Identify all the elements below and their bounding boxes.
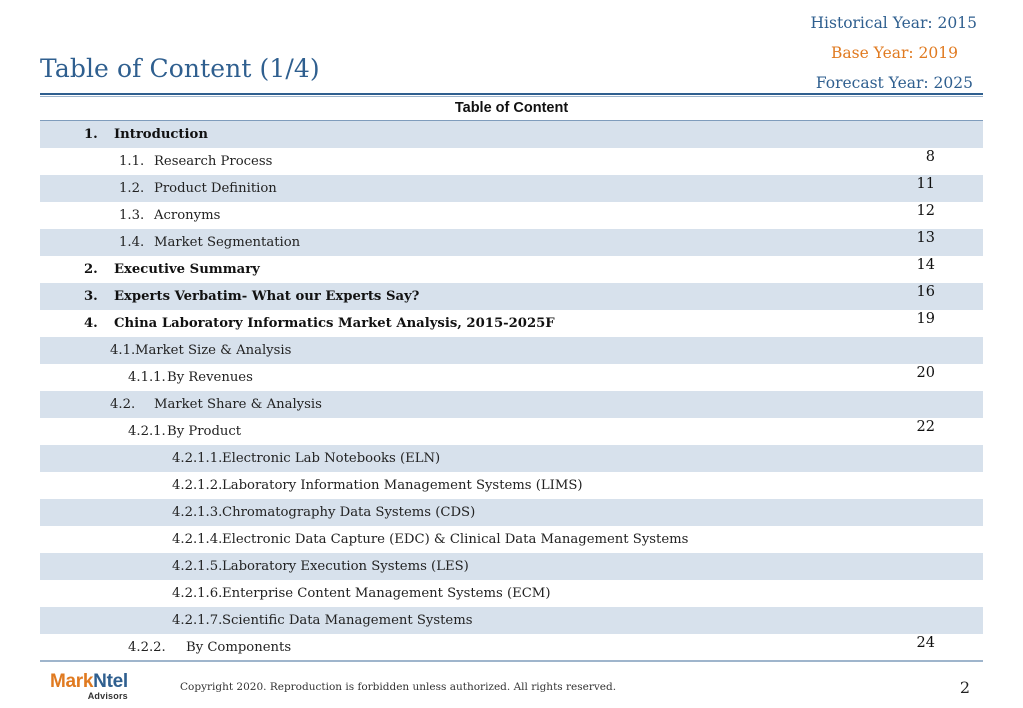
toc-row-number: 4.2.2. (128, 640, 166, 655)
toc-row-label: Introduction (114, 127, 208, 142)
toc-row-label: Electronic Data Capture (EDC) & Clinical Data Management Systems (222, 532, 689, 547)
forecast-year: Forecast Year: 2025 (815, 74, 973, 92)
toc-row-label: By Product (167, 424, 242, 439)
toc-row-number: 1.4. (119, 235, 145, 250)
title-divider (40, 93, 983, 95)
toc-row (40, 121, 983, 148)
toc-row-number: 4.1. (110, 343, 136, 358)
toc-table (40, 121, 983, 661)
toc-row-number: 4.2.1.3. (172, 505, 223, 520)
toc-row-page: 24 (916, 635, 935, 651)
toc-row (40, 256, 983, 283)
toc-row-number: 1.3. (119, 208, 145, 223)
toc-row-number: 4.1.1. (128, 370, 166, 385)
toc-row (40, 445, 983, 472)
toc-row-number: 1. (84, 127, 98, 142)
toc-row-label: Enterprise Content Management Systems (ECM) (222, 586, 551, 601)
toc-row-label: Electronic Lab Notebooks (ELN) (222, 451, 441, 466)
toc-row (40, 499, 983, 526)
year-info (807, 8, 977, 98)
toc-row-page: 20 (916, 365, 935, 381)
toc-row (40, 283, 983, 310)
toc-row-label: Chromatography Data Systems (CDS) (222, 505, 476, 520)
toc-row-label: China Laboratory Informatics Market Analysis, 2015-2025F (114, 316, 555, 331)
base-year: Base Year: 2019 (831, 44, 958, 62)
toc-row-number: 4.2.1.5. (172, 559, 223, 574)
toc-row-label: Scientific Data Management Systems (222, 613, 473, 628)
toc-row-number: 4.2.1.4. (172, 532, 223, 547)
toc-row-label: Research Process (154, 154, 273, 169)
toc-row-label: Acronyms (154, 208, 221, 223)
toc-row-number: 4. (84, 316, 98, 331)
toc-row-number: 1.2. (119, 181, 145, 196)
toc-row (40, 364, 983, 391)
toc-row (40, 229, 983, 256)
toc-row (40, 580, 983, 607)
toc-row-page: 12 (916, 203, 935, 219)
toc-row-number: 3. (84, 289, 98, 304)
toc-row (40, 418, 983, 445)
logo-sub: Advisors (87, 691, 128, 701)
toc-row-number: 4.2.1.2. (172, 478, 223, 493)
toc-row-page: 16 (916, 284, 935, 300)
toc-row-label: Market Share & Analysis (154, 397, 322, 412)
historical-year: Historical Year: 2015 (810, 14, 977, 32)
toc-row-label: Laboratory Execution Systems (LES) (222, 559, 469, 574)
toc-row-label: Laboratory Information Management Systems (LIMS) (222, 478, 583, 493)
toc-row-number: 4.2.1.6. (172, 586, 223, 601)
toc-row (40, 202, 983, 229)
toc-row (40, 526, 983, 553)
toc-row-page: 19 (916, 311, 935, 327)
toc-row (40, 634, 983, 661)
toc-row-number: 1.1. (119, 154, 145, 169)
page-title: Table of Content (1/4) (40, 54, 320, 83)
toc-header: Table of Content (40, 97, 983, 121)
toc-row-page: 11 (916, 176, 935, 192)
toc-row-label: Product Definition (154, 181, 277, 196)
copyright-text: Copyright 2020. Reproduction is forbidden unless authorized. All rights reserved. (180, 681, 617, 693)
toc-row-page: 22 (916, 419, 935, 435)
toc-row-label: Market Size & Analysis (135, 343, 292, 358)
logo-mark-ntel: Ntel (93, 671, 128, 692)
toc-row-number: 4.2.1.7. (172, 613, 223, 628)
toc-row-page: 14 (916, 257, 935, 273)
toc-row-number: 4.2.1.1. (172, 451, 223, 466)
toc-row-number: 2. (84, 262, 98, 277)
toc-row (40, 310, 983, 337)
toc-row-number: 4.2.1. (128, 424, 166, 439)
logo-mark: Mark (50, 671, 94, 692)
toc-row (40, 148, 983, 175)
toc-row-page: 13 (916, 230, 935, 246)
toc-row-label: Executive Summary (114, 262, 260, 277)
toc-row (40, 553, 983, 580)
toc-row (40, 175, 983, 202)
footer-divider (40, 660, 983, 662)
toc-row (40, 391, 983, 418)
toc-row (40, 472, 983, 499)
toc-row (40, 337, 983, 364)
toc-row-label: By Revenues (167, 370, 253, 385)
toc-row-label: By Components (186, 640, 292, 655)
toc-row-page: 8 (925, 149, 935, 165)
toc-row (40, 607, 983, 634)
page-number: 2 (959, 678, 970, 697)
toc-row-label: Market Segmentation (154, 235, 301, 250)
marknel-logo (50, 672, 128, 701)
toc-row-label: Experts Verbatim- What our Experts Say? (114, 289, 420, 304)
toc-row-number: 4.2. (110, 397, 136, 412)
